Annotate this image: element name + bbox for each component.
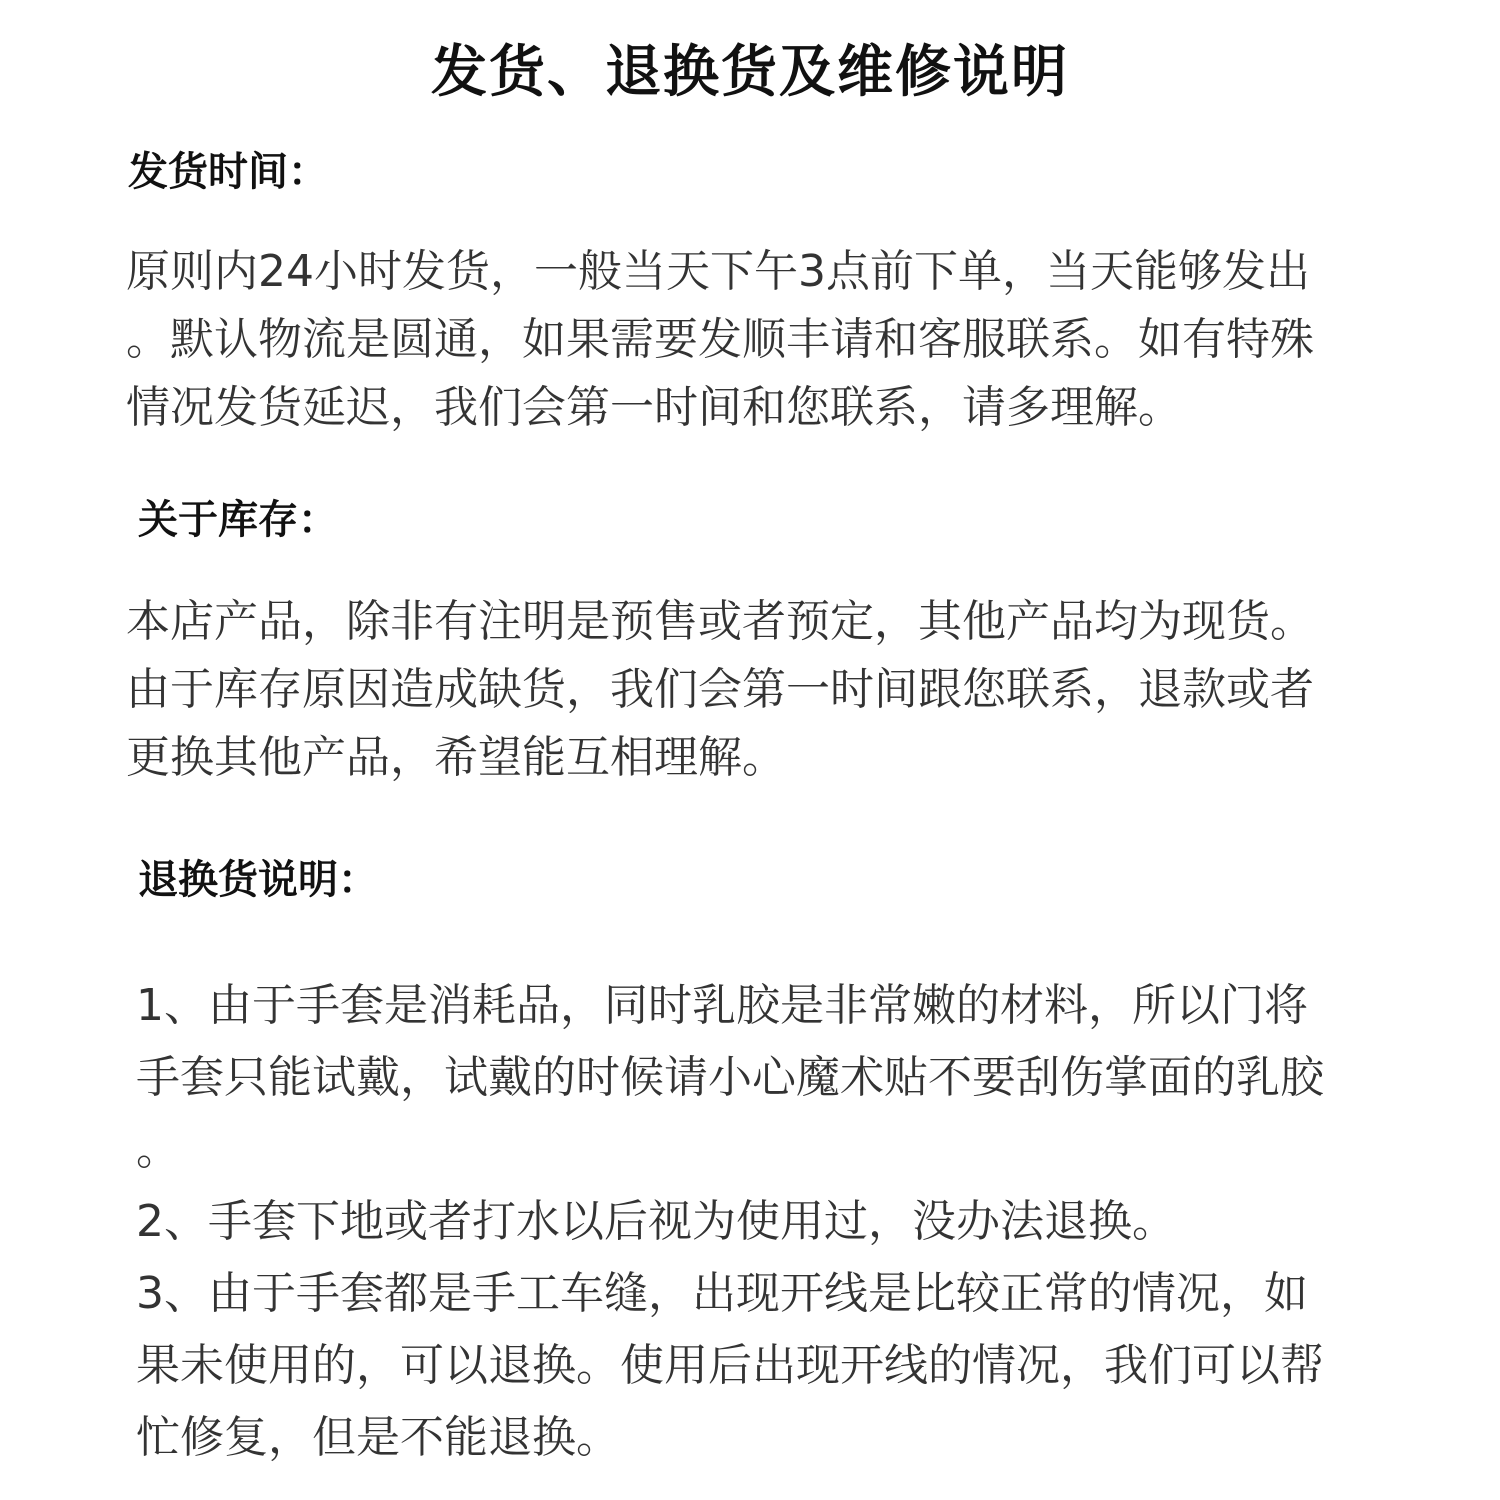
- paragraph-line: 2、手套下地或者打水以后视为使用过，没办法退换。: [136, 1196, 1176, 1247]
- section-heading-returns: 退换货说明：: [138, 857, 378, 903]
- paragraph-line: 。默认物流是圆通，如果需要发顺丰请和客服联系。如有特殊: [126, 314, 1314, 365]
- section-heading-stock: 关于库存：: [138, 497, 338, 543]
- paragraph-line: 由于库存原因造成缺货，我们会第一时间跟您联系，退款或者: [126, 664, 1314, 715]
- paragraph-line: 果未使用的，可以退换。使用后出现开线的情况，我们可以帮: [136, 1340, 1324, 1391]
- section-body-returns: [136, 970, 1324, 1474]
- paragraph-line: 更换其他产品，希望能互相理解。: [126, 732, 786, 783]
- paragraph-line: 情况发货延迟，我们会第一时间和您联系，请多理解。: [126, 382, 1182, 433]
- paragraph-line: 3、由于手套都是手工车缝，出现开线是比较正常的情况，如: [136, 1268, 1308, 1319]
- section-body-stock: [126, 588, 1314, 792]
- paragraph-line: 1、由于手套是消耗品，同时乳胶是非常嫩的材料，所以门将: [136, 980, 1308, 1031]
- section-body-shipping: [126, 238, 1314, 442]
- paragraph-line: 手套只能试戴，试戴的时候请小心魔术贴不要刮伤掌面的乳胶: [136, 1052, 1324, 1103]
- section-heading-shipping: 发货时间：: [128, 149, 328, 195]
- page-title: 发货、退换货及维修说明: [431, 40, 1069, 105]
- paragraph-line: 。: [136, 1124, 180, 1175]
- paragraph-line: 忙修复，但是不能退换。: [136, 1412, 620, 1463]
- paragraph-line: 原则内24小时发货，一般当天下午3点前下单，当天能够发出: [126, 246, 1310, 297]
- paragraph-line: 本店产品，除非有注明是预售或者预定，其他产品均为现货。: [126, 596, 1314, 647]
